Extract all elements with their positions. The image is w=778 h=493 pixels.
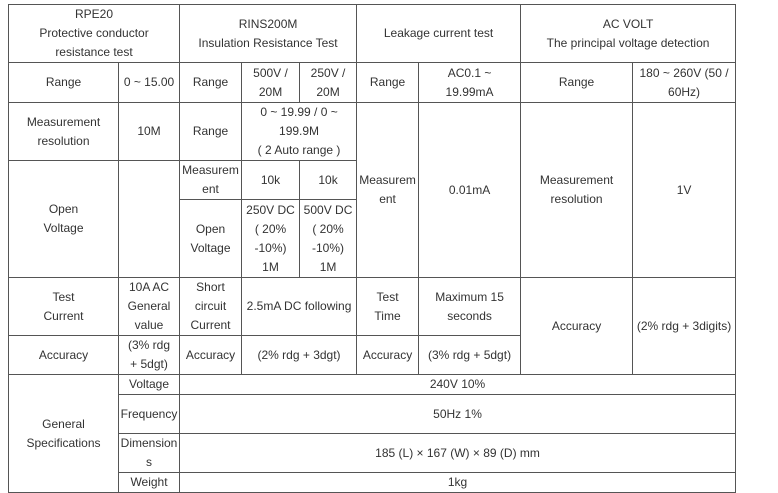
rins-short-circuit-label: [180, 278, 242, 336]
ac-resolution-label-line2: resolution: [550, 192, 603, 206]
general-weight-label: Weight: [119, 473, 180, 493]
general-voltage-row: [9, 375, 736, 395]
ac-range-value-line2: 60Hz): [668, 84, 701, 99]
leak-test-time-value: [419, 278, 521, 336]
acvolt-header-desc: The principal voltage detection: [546, 35, 710, 50]
rpe-header-title: RPE20: [74, 7, 114, 21]
range-row: [9, 63, 736, 103]
open-voltage-label: [9, 161, 119, 278]
general-weight-row: [9, 473, 736, 493]
test-current-row: [9, 278, 736, 336]
open-voltage-label-line2: Voltage: [43, 221, 84, 235]
rins-ov-500-line1: 500V DC: [303, 202, 353, 217]
ac-resolution-label: [521, 103, 633, 278]
rins-range-250-line2: 20M: [316, 84, 340, 99]
rins-open-voltage-label-line1: Open: [195, 221, 226, 236]
rins-range-250-line1: 250V /: [310, 65, 346, 80]
leak-test-time-line2: Time: [374, 308, 401, 323]
test-current-label: [9, 278, 119, 336]
leak-range-value: [419, 63, 521, 103]
leak-accuracy-label: Accuracy: [357, 336, 419, 375]
leak-range-value-line1: AC0.1 ~: [447, 65, 492, 80]
rpe-test-current-line3: value: [134, 318, 164, 332]
general-voltage-label: Voltage: [119, 375, 180, 395]
resolution-row: [9, 103, 736, 161]
leakage-header: Leakage current test: [357, 5, 521, 63]
leak-test-time-value-line2: seconds: [447, 308, 492, 323]
rins-ov-500-line2: ( 20%: [312, 221, 344, 236]
rpe-test-current-line1: 10A AC: [128, 280, 170, 294]
rins-ov-500-line3: -10%): [312, 240, 345, 255]
resolution-label-line2: resolution: [37, 133, 90, 148]
leak-test-time-line1: Test: [376, 289, 399, 304]
rpe-test-current-value: [119, 278, 180, 336]
resolution-label: [9, 103, 119, 161]
rins-header: [180, 5, 357, 63]
rins-open-voltage-500: [300, 200, 357, 278]
rins-short-circuit-line3: Current: [190, 318, 231, 332]
rpe-resolution-value: 10M: [119, 103, 180, 161]
rins-range-500-line1: 500V /: [253, 65, 288, 80]
rins-range-label: Range: [180, 63, 242, 103]
leak-test-time-value-line1: Maximum 15: [435, 289, 504, 304]
leak-range-label: Range: [357, 63, 419, 103]
general-dimensions-row: [9, 434, 736, 473]
rins-open-voltage-250: [242, 200, 300, 278]
acvolt-header: [521, 5, 736, 63]
rins-resolution-range-value: [242, 103, 357, 161]
rpe-range-value: 0 ~ 15.00: [119, 63, 180, 103]
rins-header-desc: Insulation Resistance Test: [198, 35, 338, 50]
rins-resolution-line1: 0 ~ 19.99 / 0 ~: [260, 105, 338, 119]
rins-short-circuit-line1: Short: [196, 280, 225, 294]
ac-range-value-line1: 180 ~ 260V (50 /: [639, 65, 729, 80]
accuracy-label: Accuracy: [9, 336, 119, 375]
general-voltage-value: 240V 10%: [180, 375, 736, 395]
ac-resolution-label-line1: Measurement: [539, 173, 614, 187]
ac-range-value: [633, 63, 736, 103]
rins-measurement-250: 10k: [300, 161, 357, 200]
leak-measurement-value: 0.01mA: [419, 103, 521, 278]
rpe-open-voltage-value: [119, 161, 180, 278]
open-voltage-label-line1: Open: [48, 202, 79, 216]
rins-open-voltage-label: [180, 200, 242, 278]
rins-accuracy-value: (2% rdg + 3dgt): [242, 336, 357, 375]
header-row: [9, 5, 736, 63]
general-frequency-value: 50Hz 1%: [180, 395, 736, 434]
rins-range-500: [242, 63, 300, 103]
ac-accuracy-label: Accuracy: [521, 278, 633, 375]
rins-range-250: [300, 63, 357, 103]
rins-range-500-line2: 20M: [258, 84, 283, 99]
general-spec-label: [9, 375, 119, 493]
rins-accuracy-label: Accuracy: [180, 336, 242, 375]
rpe-accuracy-line1: (3% rdg: [127, 338, 171, 352]
acvolt-header-title: AC VOLT: [602, 16, 654, 31]
rins-ov-250-line1: 250V DC: [246, 202, 295, 217]
general-spec-label-line2: Specifications: [26, 435, 101, 450]
test-current-label-line1: Test: [52, 289, 75, 304]
rpe-header-desc-1: Protective conductor: [39, 26, 149, 40]
leak-accuracy-value: (3% rdg + 5dgt): [419, 336, 521, 375]
general-dimensions-value: 185 (L) × 167 (W) × 89 (D) mm: [180, 434, 736, 473]
rins-measurement-label: Measurement: [180, 161, 242, 200]
ac-range-label: Range: [521, 63, 633, 103]
rins-header-title: RINS200M: [238, 16, 298, 31]
general-frequency-row: [9, 395, 736, 434]
rpe-accuracy-value: [119, 336, 180, 375]
general-weight-value: 1kg: [180, 473, 736, 493]
general-dimensions-label: Dimensions: [119, 434, 180, 473]
rins-short-circuit-value: 2.5mA DC following: [242, 278, 357, 336]
range-label: Range: [9, 63, 119, 103]
rpe-test-current-line2: General: [127, 299, 171, 313]
specification-table: [8, 4, 736, 493]
test-current-label-line2: Current: [43, 308, 84, 323]
leak-measurement-label: Measurement: [357, 103, 419, 278]
general-frequency-label: Frequency: [119, 395, 180, 434]
rpe-header: [9, 5, 180, 63]
rins-measurement-500: 10k: [242, 161, 300, 200]
rins-resolution-line3: ( 2 Auto range ): [257, 143, 341, 157]
rins-open-voltage-label-line2: Voltage: [190, 240, 231, 255]
leak-test-time-label: [357, 278, 419, 336]
ac-accuracy-value: (2% rdg + 3digits): [633, 278, 736, 375]
rins-short-circuit-line2: circuit: [194, 299, 227, 313]
rins-ov-500-line4: 1M: [319, 259, 337, 274]
ac-resolution-value: 1V: [633, 103, 736, 278]
rins-ov-250-line4: 1M: [262, 259, 279, 274]
resolution-label-line1: Measurement: [26, 114, 101, 129]
rpe-accuracy-line2: + 5dgt): [130, 357, 168, 371]
rpe-header-desc-2: resistance test: [55, 45, 133, 59]
rins-ov-250-line3: -10%): [254, 240, 287, 255]
general-spec-label-line1: General: [42, 416, 85, 431]
rins-ov-250-line2: ( 20%: [254, 221, 287, 236]
rins-resolution-range-label: Range: [180, 103, 242, 161]
leak-range-value-line2: 19.99mA: [445, 84, 494, 99]
rins-resolution-line2: 199.9M: [279, 124, 320, 138]
